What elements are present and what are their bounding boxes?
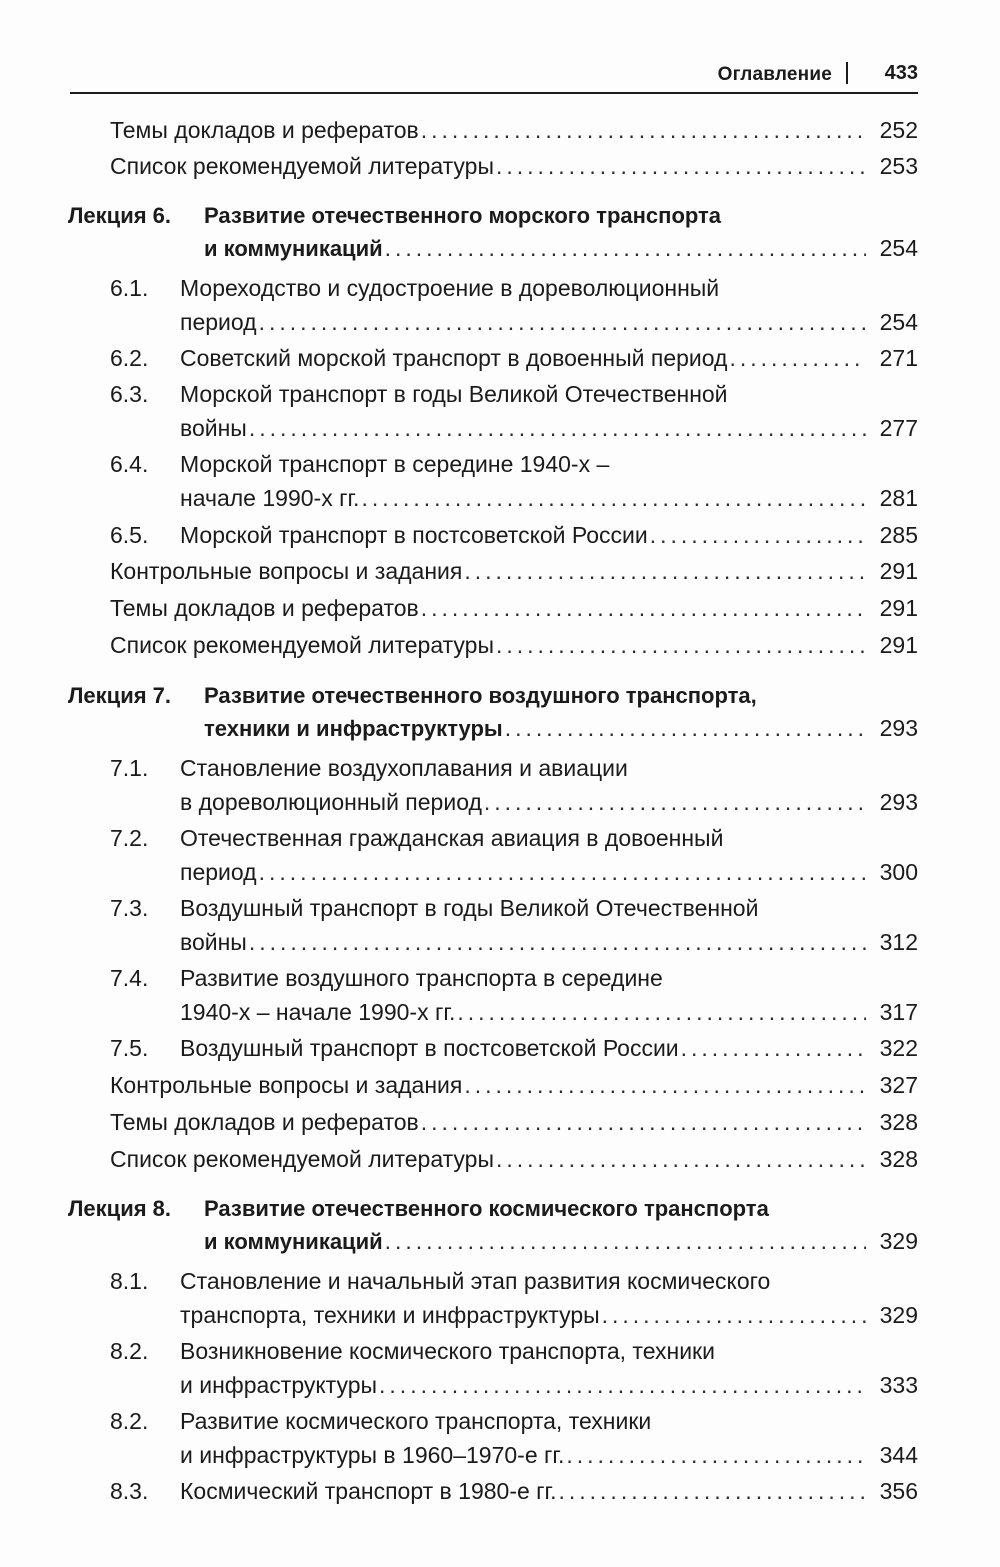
section-title: Космический транспорт в 1980-е гг. [180, 1478, 557, 1504]
lecture-title: и коммуникаций [204, 236, 383, 261]
leader-dots [379, 1367, 866, 1403]
toc-entry-title: Список рекомендуемой литературы [110, 1146, 494, 1172]
header-section-title: Оглавление [717, 64, 832, 85]
toc-entry-page: 344 [879, 1442, 918, 1468]
leader-dots [464, 1067, 866, 1103]
section-title-line[interactable] [180, 1030, 918, 1066]
leader-dots [421, 112, 866, 148]
toc-entry-page: 254 [879, 235, 918, 261]
section-title: Отечественная гражданская авиация в довоенный [180, 825, 724, 851]
leader-dots [457, 994, 866, 1030]
header-separator [846, 62, 848, 84]
lecture-title: и коммуникаций [204, 1229, 383, 1254]
section-title-line[interactable] [180, 517, 918, 553]
section-number: 7.3. [110, 895, 149, 921]
toc-entry-page: 312 [879, 929, 918, 955]
toc-entry-page: 293 [879, 715, 918, 741]
section-title-line[interactable] [180, 854, 918, 890]
section-title-line[interactable] [180, 340, 918, 376]
toc-entry-title: Темы докладов и рефератов [110, 595, 419, 621]
section-title-line[interactable] [180, 446, 918, 482]
section-title-line[interactable] [180, 924, 918, 960]
lecture-title-line[interactable] [204, 1223, 918, 1259]
section-number: 6.4. [110, 451, 149, 477]
toc-entry-page: 291 [879, 558, 918, 584]
section-title: Становление воздухоплавания и авиации [180, 755, 628, 781]
section-title: и инфраструктуры [180, 1372, 378, 1398]
leader-dots [421, 590, 866, 626]
section-title: и инфраструктуры в 1960–1970-е гг. [180, 1442, 565, 1468]
section-number: 8.2. [110, 1408, 149, 1434]
section-title: войны [180, 415, 247, 441]
leader-dots [361, 480, 866, 516]
toc-entry-page: 281 [879, 485, 918, 511]
lecture-title-line[interactable] [204, 710, 918, 746]
toc-entry-title: Контрольные вопросы и задания [110, 1072, 463, 1098]
section-title: Воздушный транспорт в годы Великой Отечественной [180, 895, 759, 921]
toc-entry[interactable] [110, 1141, 918, 1177]
toc-entry-title: Список рекомендуемой литературы [110, 632, 494, 658]
section-title-line[interactable] [180, 304, 918, 340]
section-number: 6.1. [110, 275, 149, 301]
section-number: 7.1. [110, 755, 149, 781]
lecture-title-line[interactable] [204, 198, 918, 234]
toc-entry[interactable] [110, 590, 918, 626]
leader-dots [602, 1297, 866, 1333]
section-title-line[interactable] [180, 1437, 918, 1473]
section-title: Морской транспорт в годы Великой Отечественной [180, 381, 728, 407]
leader-dots [259, 304, 866, 340]
section-title-line[interactable] [180, 1263, 918, 1299]
leader-dots [249, 924, 866, 960]
toc-entry-page: 356 [879, 1478, 918, 1504]
leader-dots [496, 148, 866, 184]
section-title-line[interactable] [180, 1403, 918, 1439]
section-number: 8.1. [110, 1268, 149, 1294]
lecture-title: Развитие отечественного воздушного транспорта, [204, 683, 757, 708]
section-title: Морской транспорт в середине 1940-х – [180, 451, 610, 477]
section-title: Становление и начальный этап развития космического [180, 1268, 771, 1294]
toc-entry-title: Темы докладов и рефератов [110, 1109, 419, 1135]
section-number: 6.5. [110, 522, 149, 548]
section-title: в дореволюционный период [180, 789, 482, 815]
section-number: 7.2. [110, 825, 149, 851]
lecture-title-line[interactable] [204, 1191, 918, 1227]
section-title-line[interactable] [180, 1297, 918, 1333]
section-title-line[interactable] [180, 890, 918, 926]
leader-dots [505, 710, 866, 746]
lecture-label: Лекция 6. [68, 203, 172, 228]
toc-entry-page: 254 [879, 309, 918, 335]
section-number: 8.3. [110, 1478, 149, 1504]
section-title-line[interactable] [180, 784, 918, 820]
leader-dots [385, 1223, 866, 1259]
section-title-line[interactable] [180, 820, 918, 856]
lecture-title: Развитие отечественного морского транспорта [204, 203, 722, 228]
leader-dots [729, 340, 866, 376]
toc-entry-page: 329 [879, 1228, 918, 1254]
toc-entry-page: 253 [879, 153, 918, 179]
section-title: Развитие космического транспорта, техники [180, 1408, 652, 1434]
leader-dots [496, 627, 866, 663]
toc-entry-page: 333 [879, 1372, 918, 1398]
section-title-line[interactable] [180, 270, 918, 306]
section-number: 6.3. [110, 381, 149, 407]
section-number: 8.2. [110, 1338, 149, 1364]
toc-entry[interactable] [110, 112, 918, 148]
toc-entry[interactable] [110, 553, 918, 589]
toc-entry[interactable] [110, 627, 918, 663]
leader-dots [249, 410, 866, 446]
lecture-title-line[interactable] [204, 230, 918, 266]
toc-entry[interactable] [110, 1104, 918, 1140]
leader-dots [566, 1437, 866, 1473]
leader-dots [421, 1104, 866, 1140]
section-title: период [180, 309, 257, 335]
section-number: 7.5. [110, 1035, 149, 1061]
section-title: Развитие воздушного транспорта в середине [180, 965, 663, 991]
section-title-line[interactable] [180, 994, 918, 1030]
section-title-line[interactable] [180, 1473, 918, 1509]
toc-entry-page: 317 [879, 999, 918, 1025]
section-number: 6.2. [110, 345, 149, 371]
toc-entry-page: 300 [879, 859, 918, 885]
leader-dots [496, 1141, 866, 1177]
lecture-title-line[interactable] [204, 678, 918, 714]
section-title-line[interactable] [180, 410, 918, 446]
section-title: 1940-х – начале 1990-х гг. [180, 999, 456, 1025]
toc-entry-page: 285 [879, 522, 918, 548]
section-title: Советский морской транспорт в довоенный период [180, 345, 728, 371]
section-title-line[interactable] [180, 376, 918, 412]
toc-entry-page: 327 [879, 1072, 918, 1098]
running-header [70, 58, 918, 94]
leader-dots [681, 1030, 866, 1066]
leader-dots [464, 553, 866, 589]
toc-entry-page: 329 [879, 1302, 918, 1328]
section-title-line[interactable] [180, 1367, 918, 1403]
section-title: Возникновение космического транспорта, техники [180, 1338, 715, 1364]
toc-entry[interactable] [110, 1067, 918, 1103]
toc-entry-page: 328 [879, 1109, 918, 1135]
toc-entry[interactable] [110, 148, 918, 184]
section-title-line[interactable] [180, 480, 918, 516]
toc-entry-page: 291 [879, 632, 918, 658]
toc-entry-page: 293 [879, 789, 918, 815]
header-page-number: 433 [884, 62, 918, 84]
section-title: транспорта, техники и инфраструктуры [180, 1302, 600, 1328]
section-title: войны [180, 929, 247, 955]
lecture-title: техники и инфраструктуры [204, 716, 503, 741]
section-title-line[interactable] [180, 1333, 918, 1369]
section-title: Морской транспорт в постсоветской России [180, 522, 648, 548]
toc-entry-title: Контрольные вопросы и задания [110, 558, 463, 584]
toc-entry-title: Темы докладов и рефератов [110, 117, 419, 143]
section-title: период [180, 859, 257, 885]
lecture-label: Лекция 7. [68, 683, 172, 708]
section-title: начале 1990-х гг. [180, 485, 360, 511]
leader-dots [385, 230, 866, 266]
toc-entry-title: Список рекомендуемой литературы [110, 153, 494, 179]
toc-entry-page: 252 [879, 117, 918, 143]
section-title-line[interactable] [180, 960, 918, 996]
leader-dots [559, 1473, 866, 1509]
toc-entry-page: 322 [879, 1035, 918, 1061]
toc-entry-page: 271 [879, 345, 918, 371]
toc-entry-page: 291 [879, 595, 918, 621]
section-title: Воздушный транспорт в постсоветской России [180, 1035, 679, 1061]
lecture-title: Развитие отечественного космического транспорта [204, 1196, 769, 1221]
leader-dots [650, 517, 866, 553]
section-number: 7.4. [110, 965, 149, 991]
leader-dots [484, 784, 866, 820]
lecture-label: Лекция 8. [68, 1196, 172, 1221]
section-title: Мореходство и судостроение в дореволюционный [180, 275, 720, 301]
toc-entry-page: 328 [879, 1146, 918, 1172]
leader-dots [259, 854, 866, 890]
section-title-line[interactable] [180, 750, 918, 786]
toc-entry-page: 277 [879, 415, 918, 441]
